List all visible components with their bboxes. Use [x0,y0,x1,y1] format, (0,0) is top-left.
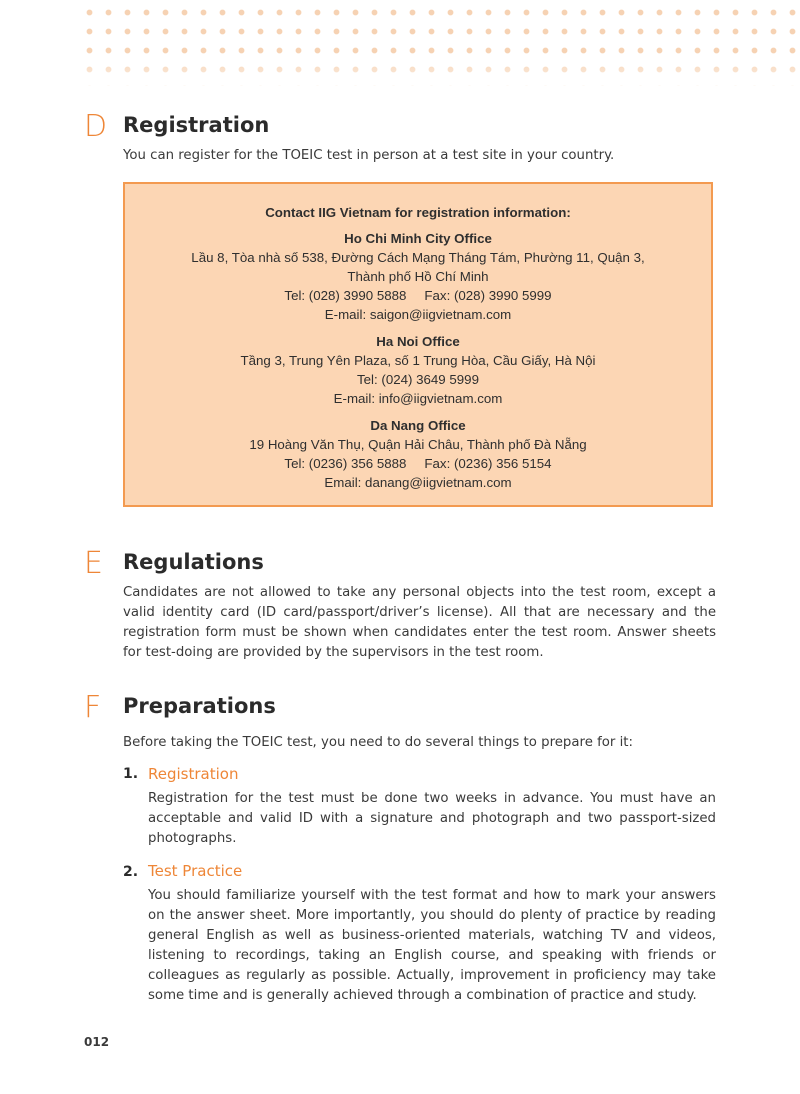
preparations-intro: Before taking the TOEIC test, you need to do several things to prepare for it: [123,735,633,750]
section-letter-d: D [84,109,108,144]
danang-fax: Fax: (0236) 356 5154 [424,456,552,471]
hanoi-email: E-mail: info@iigvietnam.com [333,391,503,406]
section-title-registration: Registration [123,113,270,137]
prep-item-2-number: 2. [123,864,139,880]
regulations-text: Candidates are not allowed to take any personal objects into the test room, except a valid identity card (ID card/passport/driver’s license). All that are necessary and the registration form must be shown when candidates enter the test room. Answer sheets for test-doing are provided by the supervisors in the test room. [123,585,716,660]
prep-item-2-title: Test Practice [148,862,243,880]
contact-info-box [123,182,713,507]
prep-item-1-text: Registration for the test must be done two weeks in advance. You must have an acceptable and valid ID with a signature and photograph and two passport-sized photographs. [148,791,716,846]
registration-intro: You can register for the TOEIC test in person at a test site in your country. [123,148,615,163]
prep-item-1-title: Registration [148,765,239,783]
hcm-office-name: Ho Chi Minh City Office [344,231,492,246]
page-number: 012 [84,1035,110,1049]
hcm-tel: Tel: (028) 3990 5888 [284,288,407,303]
danang-address-line1: 19 Hoàng Văn Thụ, Quận Hải Châu, Thành phố Đà Nẵng [249,437,587,452]
danang-office-name: Da Nang Office [370,418,466,433]
prep-item-1-number: 1. [123,766,139,782]
contact-box-heading: Contact IIG Vietnam for registration information: [265,205,571,220]
danang-email: Email: danang@iigvietnam.com [324,475,512,490]
danang-office [125,416,711,492]
hanoi-address-line1: Tầng 3, Trung Yên Plaza, số 1 Trung Hòa, Cầu Giấy, Hà Nội [240,353,596,368]
header-dot-fade [0,0,800,100]
hanoi-tel: Tel: (024) 3649 5999 [357,372,479,387]
section-title-regulations: Regulations [123,550,264,574]
hanoi-office-name: Ha Noi Office [376,334,460,349]
hcm-address-line1: Lầu 8, Tòa nhà số 538, Đường Cách Mạng Tháng Tám, Phường 11, Quận 3, [191,250,645,265]
danang-tel: Tel: (0236) 356 5888 [284,456,407,471]
danang-phone-line [125,454,711,473]
hcm-email: E-mail: saigon@iigvietnam.com [324,307,512,322]
hanoi-office [125,332,711,408]
section-letter-f: F [84,690,102,725]
hcm-phone-line [125,286,711,305]
prep-item-2-text: You should familiarize yourself with the test format and how to mark your answers on the answer sheet. More importantly, you should do plenty of practice by reading general English as well as business-oriented materials, watching TV and videos, listening to recordings, taking an English course, and speaking with friends or colleagues as regularly as possible. Actually, improvement in proficiency may take some time and is generally achieved through a combination of practice and study. [148,888,716,1003]
hcm-fax: Fax: (028) 3990 5999 [424,288,552,303]
section-title-preparations: Preparations [123,694,276,718]
hcm-office [125,229,711,324]
section-letter-e: E [84,546,103,581]
hcm-address-line2: Thành phố Hồ Chí Minh [347,269,489,284]
